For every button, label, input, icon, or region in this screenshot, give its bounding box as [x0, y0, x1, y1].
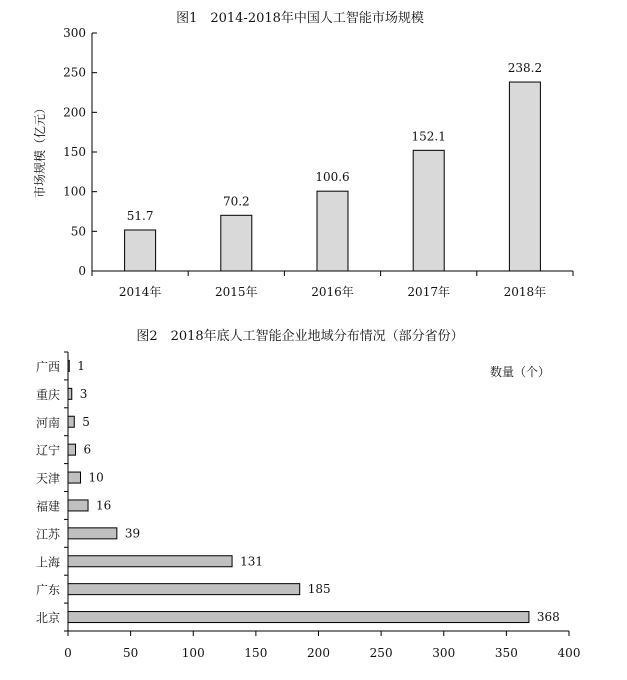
chart-1-x-tick-label: 2015年	[215, 285, 258, 299]
chart-1-y-tick-label: 150	[63, 145, 86, 159]
chart-1-y-axis-label: 市场规模（亿元）	[33, 101, 47, 199]
chart-1-bar	[509, 82, 540, 271]
chart-1-data-label: 152.1	[411, 129, 446, 144]
chart-1-bar	[317, 191, 348, 271]
chart-1-data-label: 51.7	[126, 208, 154, 223]
chart-1-y-tick-label: 50	[70, 224, 86, 239]
chart-2-value-axis-title: 数量（个）	[489, 365, 551, 379]
chart-2-bar	[68, 528, 117, 539]
chart-1-data-label: 70.2	[222, 194, 250, 209]
chart-2-bar	[68, 556, 232, 567]
chart-2-bar	[68, 360, 69, 371]
chart-2-bar	[68, 500, 88, 511]
chart-1-bar	[413, 150, 444, 271]
chart-2-category-label: 河南	[35, 415, 60, 430]
chart-2-category-axis	[36, 352, 68, 631]
chart-2-data-label: 1	[77, 358, 85, 373]
chart-2-data-label: 16	[96, 498, 112, 513]
chart-2-category-label: 辽宁	[35, 443, 60, 458]
chart-1-x-tick-label: 2018年	[503, 285, 547, 299]
chart-1-y-tick-label: 300	[63, 26, 86, 40]
chart-2-bar	[68, 388, 72, 399]
chart-1-data-label: 100.6	[315, 170, 350, 185]
chart-2-data-label: 131	[240, 554, 263, 569]
chart-2-data-label: 10	[88, 470, 104, 485]
chart-2-data-label: 5	[82, 414, 90, 429]
chart-2-value-axis	[64, 631, 580, 660]
chart-2-x-tick-label: 100	[181, 646, 205, 660]
chart-1-bars	[125, 61, 542, 271]
chart-2	[36, 328, 580, 660]
chart-2-category-label: 重庆	[35, 387, 60, 402]
chart-1-data-label: 238.2	[507, 61, 543, 76]
chart-2-bar	[68, 472, 81, 483]
chart-1-title: 图1 2014-2018年中国人工智能市场规模	[176, 11, 424, 26]
chart-2-x-tick-label: 150	[244, 646, 268, 660]
chart-2-x-tick-label: 300	[432, 646, 456, 660]
chart-1-bar	[221, 215, 252, 271]
chart-2-x-tick-label: 50	[122, 646, 139, 660]
chart-1-x-axis	[92, 271, 573, 299]
chart-2-data-label: 368	[536, 610, 560, 625]
chart-2-bars	[68, 359, 560, 624]
chart-2-bar	[68, 612, 529, 623]
chart-2-x-tick-label: 400	[557, 646, 581, 660]
chart-1-bar	[125, 230, 156, 271]
chart-2-data-label: 3	[79, 386, 88, 401]
chart-1-x-tick-label: 2014年	[118, 285, 162, 299]
chart-2-category-label: 福建	[35, 499, 60, 514]
chart-2-bar	[68, 444, 76, 455]
chart-2-data-label: 185	[307, 582, 331, 597]
chart-2-category-label: 北京	[35, 611, 60, 626]
chart-1	[32, 10, 573, 299]
chart-1-x-tick-label: 2016年	[311, 285, 354, 299]
chart-2-x-tick-label: 350	[494, 646, 518, 660]
chart-2-x-tick-label: 250	[369, 646, 393, 660]
chart-2-x-tick-label: 200	[307, 646, 330, 660]
chart-1-y-tick-label: 0	[78, 264, 86, 278]
chart-1-y-tick-label: 100	[63, 184, 86, 199]
chart-2-category-label: 广东	[35, 583, 60, 598]
chart-1-x-tick-label: 2017年	[407, 285, 450, 299]
chart-2-category-label: 天津	[35, 471, 60, 486]
chart-2-title: 图2 2018年底人工智能企业地域分布情况（部分省份）	[136, 329, 464, 344]
chart-2-category-label: 上海	[35, 555, 60, 570]
chart-1-y-tick-label: 250	[63, 65, 86, 80]
chart-1-y-axis	[63, 26, 97, 278]
chart-2-category-label: 广西	[35, 359, 60, 374]
chart-2-data-label: 6	[83, 442, 92, 457]
chart-2-bar	[68, 584, 300, 595]
chart-2-data-label: 39	[124, 526, 141, 541]
chart-2-bar	[68, 416, 74, 427]
chart-2-x-tick-label: 0	[64, 646, 72, 660]
chart-1-y-tick-label: 200	[63, 105, 86, 120]
chart-2-category-label: 江苏	[35, 527, 60, 542]
